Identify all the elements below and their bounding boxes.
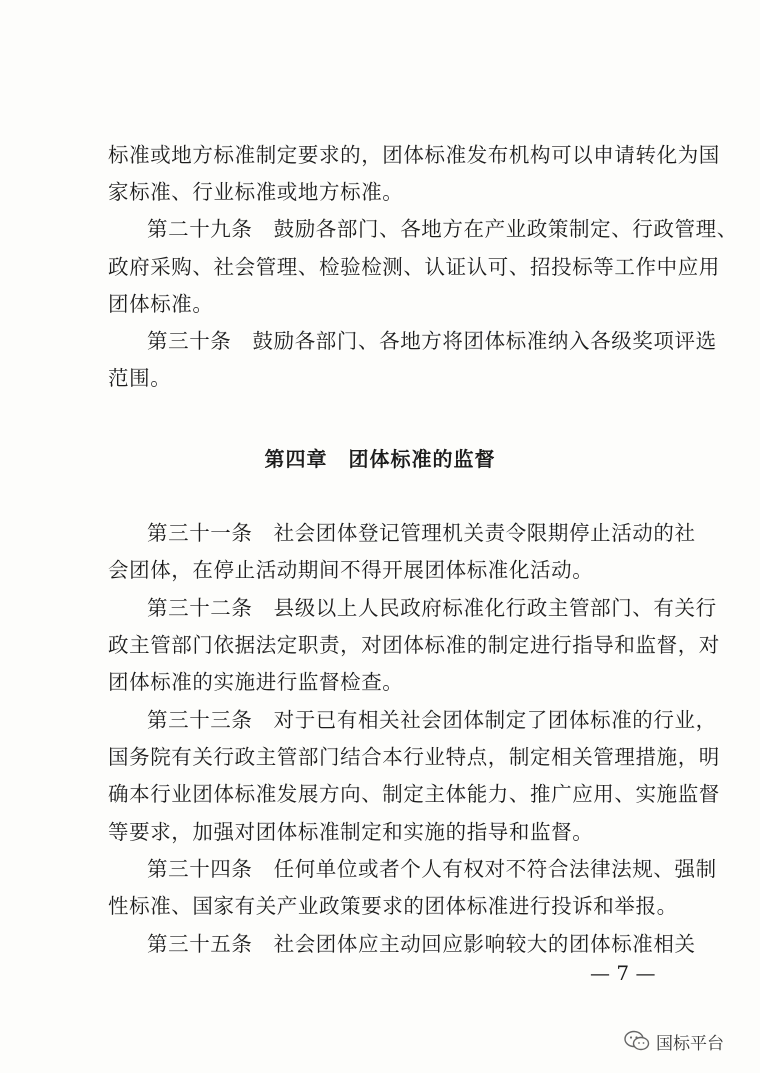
text-line: 等要求，加强对团体标准制定和实施的指导和监督。	[108, 820, 594, 844]
source-watermark	[624, 1028, 724, 1054]
article-35-first-line: 第三十五条 社会团体应主动回应影响较大的团体标准相关	[147, 932, 696, 956]
text-line: 政府采购、社会管理、检验检测、认证认可、招投标等工作中应用	[108, 255, 720, 279]
article-33-first-line: 第三十三条 对于已有相关社会团体制定了团体标准的行业，	[147, 708, 717, 732]
text-line: 家标准、行业标准或地方标准。	[108, 180, 404, 204]
text-line: 国务院有关行政主管部门结合本行业特点，制定相关管理措施，明	[108, 745, 720, 769]
text-line: 会团体，在停止活动期间不得开展团体标准化活动。	[108, 558, 594, 582]
text-line: 范围。	[108, 366, 172, 390]
text-line: 团体标准的实施进行监督检查。	[108, 670, 404, 694]
watermark-text: 国标平台	[656, 1033, 724, 1054]
article-29-first-line: 第二十九条 鼓励各部门、各地方在产业政策制定、行政管理、	[147, 217, 738, 241]
article-31-first-line: 第三十一条 社会团体登记管理机关责令限期停止活动的社	[147, 521, 696, 545]
page-number: — 7 —	[590, 961, 656, 985]
article-32-first-line: 第三十二条 县级以上人民政府标准化行政主管部门、有关行	[147, 596, 717, 620]
article-30-first-line: 第三十条 鼓励各部门、各地方将团体标准纳入各级奖项评选	[147, 329, 717, 353]
text-line: 政主管部门依据法定职责，对团体标准的制定进行指导和监督，对	[108, 633, 720, 657]
wechat-icon	[624, 1030, 650, 1052]
article-34-first-line: 第三十四条 任何单位或者个人有权对不符合法律法规、强制	[147, 857, 717, 881]
text-line: 性标准、国家有关产业政策要求的团体标准进行投诉和举报。	[108, 894, 678, 918]
text-line: 标准或地方标准制定要求的，团体标准发布机构可以申请转化为国	[108, 143, 720, 167]
text-line: 确本行业团体标准发展方向、制定主体能力、推广应用、实施监督	[108, 782, 720, 806]
text-line: 团体标准。	[108, 292, 214, 316]
chapter-heading: 第四章 团体标准的监督	[264, 447, 496, 471]
